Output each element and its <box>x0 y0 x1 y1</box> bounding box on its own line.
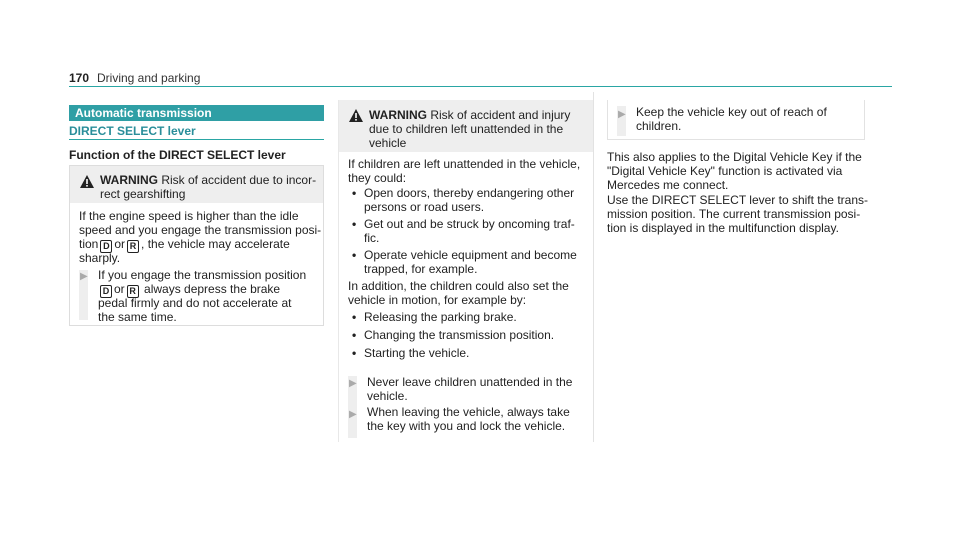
list-item: fic. <box>364 231 380 245</box>
instruction-arrow-icon: ▶ <box>349 409 357 420</box>
header-divider <box>69 86 892 87</box>
paragraph-line: Mercedes me connect. <box>607 178 729 192</box>
warning-icon <box>349 109 363 122</box>
bullet-icon: • <box>352 217 357 231</box>
warning-body-line: speed and you engage the transmission posi- <box>79 223 322 237</box>
instruction-arrow-icon: ▶ <box>80 271 88 282</box>
warning-title-line: WARNING Risk of accident due to incor- <box>100 173 317 187</box>
page-number: 170 <box>69 71 90 85</box>
list-item: trapped, for example. <box>364 262 478 276</box>
warning-body-line: sharply. <box>79 251 121 265</box>
gear-d-symbol: D <box>100 285 112 298</box>
gear-d-symbol: D <box>100 240 112 253</box>
instruction-line: pedal firmly and do not accelerate at <box>98 296 292 310</box>
page-section-title: Driving and parking <box>97 71 201 85</box>
warning-box-children <box>338 100 594 442</box>
list-item: persons or road users. <box>364 200 485 214</box>
column-divider <box>593 92 594 442</box>
warning-body-line: tion D or R , the vehicle may accelerate <box>79 237 290 251</box>
bullet-icon: • <box>352 248 357 262</box>
instruction-arrow-icon: ▶ <box>349 378 357 389</box>
bullet-icon: • <box>352 328 357 342</box>
instruction-line: D or R always depress the brake <box>98 282 280 298</box>
paragraph-line: tion is displayed in the multifunction display. <box>607 221 839 235</box>
paragraph-line: This also applies to the Digital Vehicle Key if the <box>607 150 862 164</box>
list-item: Get out and be struck by oncoming traf- <box>364 217 575 231</box>
paragraph-line: they could: <box>348 171 407 185</box>
warning-title-line: vehicle <box>369 136 407 150</box>
instruction-line: children. <box>636 119 682 133</box>
list-item: Open doors, thereby endangering other <box>364 186 575 200</box>
warning-title-line: rect gearshifting <box>100 187 186 201</box>
list-item: Releasing the parking brake. <box>364 310 517 324</box>
bullet-icon: • <box>352 186 357 200</box>
list-item: Starting the vehicle. <box>364 346 470 360</box>
warning-box-gearshifting <box>69 165 324 326</box>
subsection-divider <box>69 139 324 140</box>
list-item: Changing the transmission position. <box>364 328 555 342</box>
instruction-line: Never leave children unattended in the <box>367 375 573 389</box>
section-title: Automatic transmission <box>75 106 212 120</box>
warning-icon <box>80 175 94 188</box>
instruction-line: When leaving the vehicle, always take <box>367 405 570 419</box>
subsection-title: DIRECT SELECT lever <box>69 124 196 138</box>
warning-title-line: due to children left unattended in the <box>369 122 564 136</box>
paragraph-line: In addition, the children could also set the <box>348 279 569 293</box>
instruction-line: the same time. <box>98 310 177 324</box>
gear-r-symbol: R <box>127 285 139 298</box>
warning-box-continued <box>607 100 865 140</box>
paragraph-line: "Digital Vehicle Key" function is activated via <box>607 164 843 178</box>
bullet-icon: • <box>352 346 357 360</box>
warning-body-line: If the engine speed is higher than the idle <box>79 209 299 223</box>
warning-title-line: WARNING Risk of accident and injury <box>369 108 571 122</box>
instruction-arrow-icon: ▶ <box>618 109 626 120</box>
paragraph-line: If children are left unattended in the vehicle, <box>348 157 581 171</box>
paragraph-line: mission position. The current transmission posi- <box>607 207 861 221</box>
function-title: Function of the DIRECT SELECT lever <box>69 148 286 162</box>
instruction-line: the key with you and lock the vehicle. <box>367 419 566 433</box>
paragraph-line: vehicle in motion, for example by: <box>348 293 527 307</box>
instruction-line: If you engage the transmission position <box>98 268 307 282</box>
bullet-icon: • <box>352 310 357 324</box>
paragraph-line: Use the DIRECT SELECT lever to shift the trans- <box>607 193 868 207</box>
instruction-line: vehicle. <box>367 389 408 403</box>
instruction-line: Keep the vehicle key out of reach of <box>636 105 827 119</box>
gear-r-symbol: R <box>127 240 139 253</box>
list-item: Operate vehicle equipment and become <box>364 248 577 262</box>
